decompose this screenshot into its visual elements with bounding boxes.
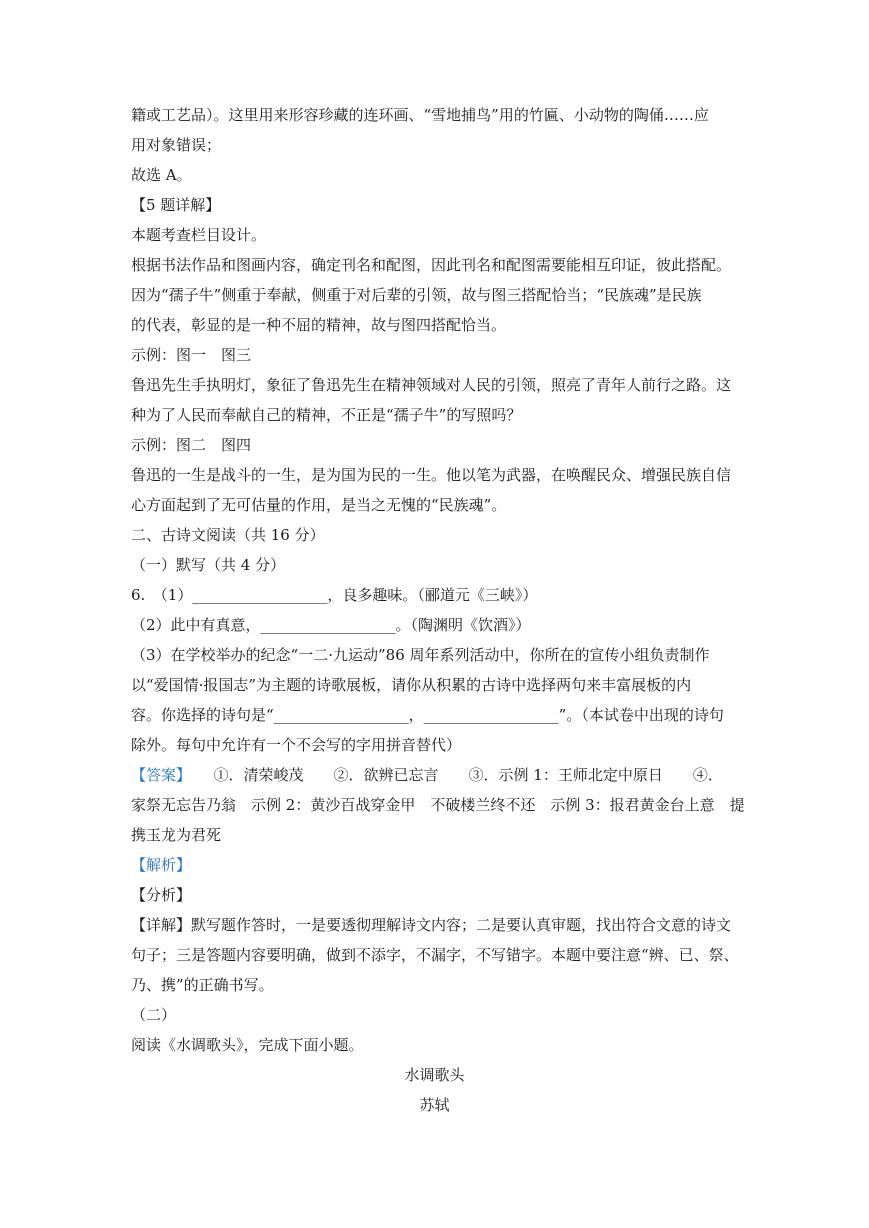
poem-title: 水调歌头 <box>404 1066 465 1084</box>
analysis-label: 【解析】 <box>131 856 192 874</box>
text-line: 种为了人民而奉献自己的精神，不正是“孺子牛”的写照吗？ <box>131 406 522 424</box>
question-line: 除外。每句中允许有一个不会写的字用拼音替代） <box>131 736 462 754</box>
text-line: 籍或工艺品）。这里用来形容珍藏的连环画、“雪地捕鸟”用的竹匾、小动物的陶俑……应 <box>131 106 709 124</box>
text-line: 鲁迅的一生是战斗的一生，是为国为民的一生。他以笔为武器，在唤醒民众、增强民族自信 <box>131 466 732 484</box>
subsection-heading: （二） <box>131 1006 177 1024</box>
text-line: 心方面起到了无可估量的作用，是当之无愧的“民族魂”。 <box>131 496 507 514</box>
text-line: 示例：图二 图四 <box>131 436 252 454</box>
poem-author: 苏轼 <box>419 1096 450 1114</box>
text-line: 鲁迅先生手执明灯，象征了鲁迅先生在精神领域对人民的引领，照亮了青年人前行之路。这 <box>131 376 732 394</box>
answer-line: 携玉龙为君死 <box>131 826 222 844</box>
text-line: 【详解】默写题作答时，一是要透彻理解诗文内容；二是要认真审题，找出符合文意的诗文 <box>131 916 732 934</box>
text-line: 根据书法作品和图画内容，确定刊名和配图，因此刊名和配图需要能相互印证，彼此搭配。 <box>131 256 732 274</box>
answer-line: 家祭无忘告乃翁 示例 2：黄沙百战穿金甲 不破楼兰终不还 示例 3：报君黄金台上意 提 <box>131 796 745 814</box>
text-line: 用对象错误； <box>131 136 222 154</box>
question-line: （2）此中有真意，__________________。（陶渊明《饮酒》） <box>131 616 531 634</box>
question-line: （3）在学校举办的纪念“一二·九运动”86 周年系列活动中，你所在的宣传小组负责制作 <box>131 646 710 664</box>
text-line: 因为“孺子牛”侧重于奉献，侧重于对后辈的引领，故与图三搭配恰当；“民族魂”是民族 <box>131 286 702 304</box>
question-line: 以“爱国情·报国志”为主题的诗歌展板，请你从积累的古诗中选择两句来丰富展板的内 <box>131 676 692 694</box>
answer-label: 【答案】 <box>131 766 184 784</box>
answer-line <box>131 765 751 785</box>
text-line: 句子；三是答题内容要明确，做到不添字，不漏字，不写错字。本题中要注意“辨、已、祭、 <box>131 946 739 964</box>
question-line: 容。你选择的诗句是“__________________，__________________”。（本试卷中出现的诗句 <box>131 706 724 724</box>
text-line: 【分析】 <box>131 886 192 904</box>
answer-text: ①．清荣峻茂 ②．欲辨已忘言 ③．示例 1：王师北定中原日 ④． <box>183 766 723 784</box>
text-line: 示例：图一 图三 <box>131 346 252 364</box>
section-heading: 二、古诗文阅读（共 16 分） <box>131 526 325 544</box>
section-heading: 【5 题详解】 <box>131 196 221 214</box>
text-line: 本题考查栏目设计。 <box>131 226 267 244</box>
text-line: 阅读《水调歌头》，完成下面小题。 <box>131 1036 364 1054</box>
subsection-heading: （一）默写（共 4 分） <box>131 556 286 574</box>
text-line: 乃、携”的正确书写。 <box>131 976 274 994</box>
text-line: 的代表，彰显的是一种不屈的精神，故与图四搭配恰当。 <box>131 316 507 334</box>
text-line: 故选 A。 <box>131 166 192 184</box>
question-line: 6. （1）__________________，良多趣味。（郦道元《三峡》） <box>131 586 538 604</box>
